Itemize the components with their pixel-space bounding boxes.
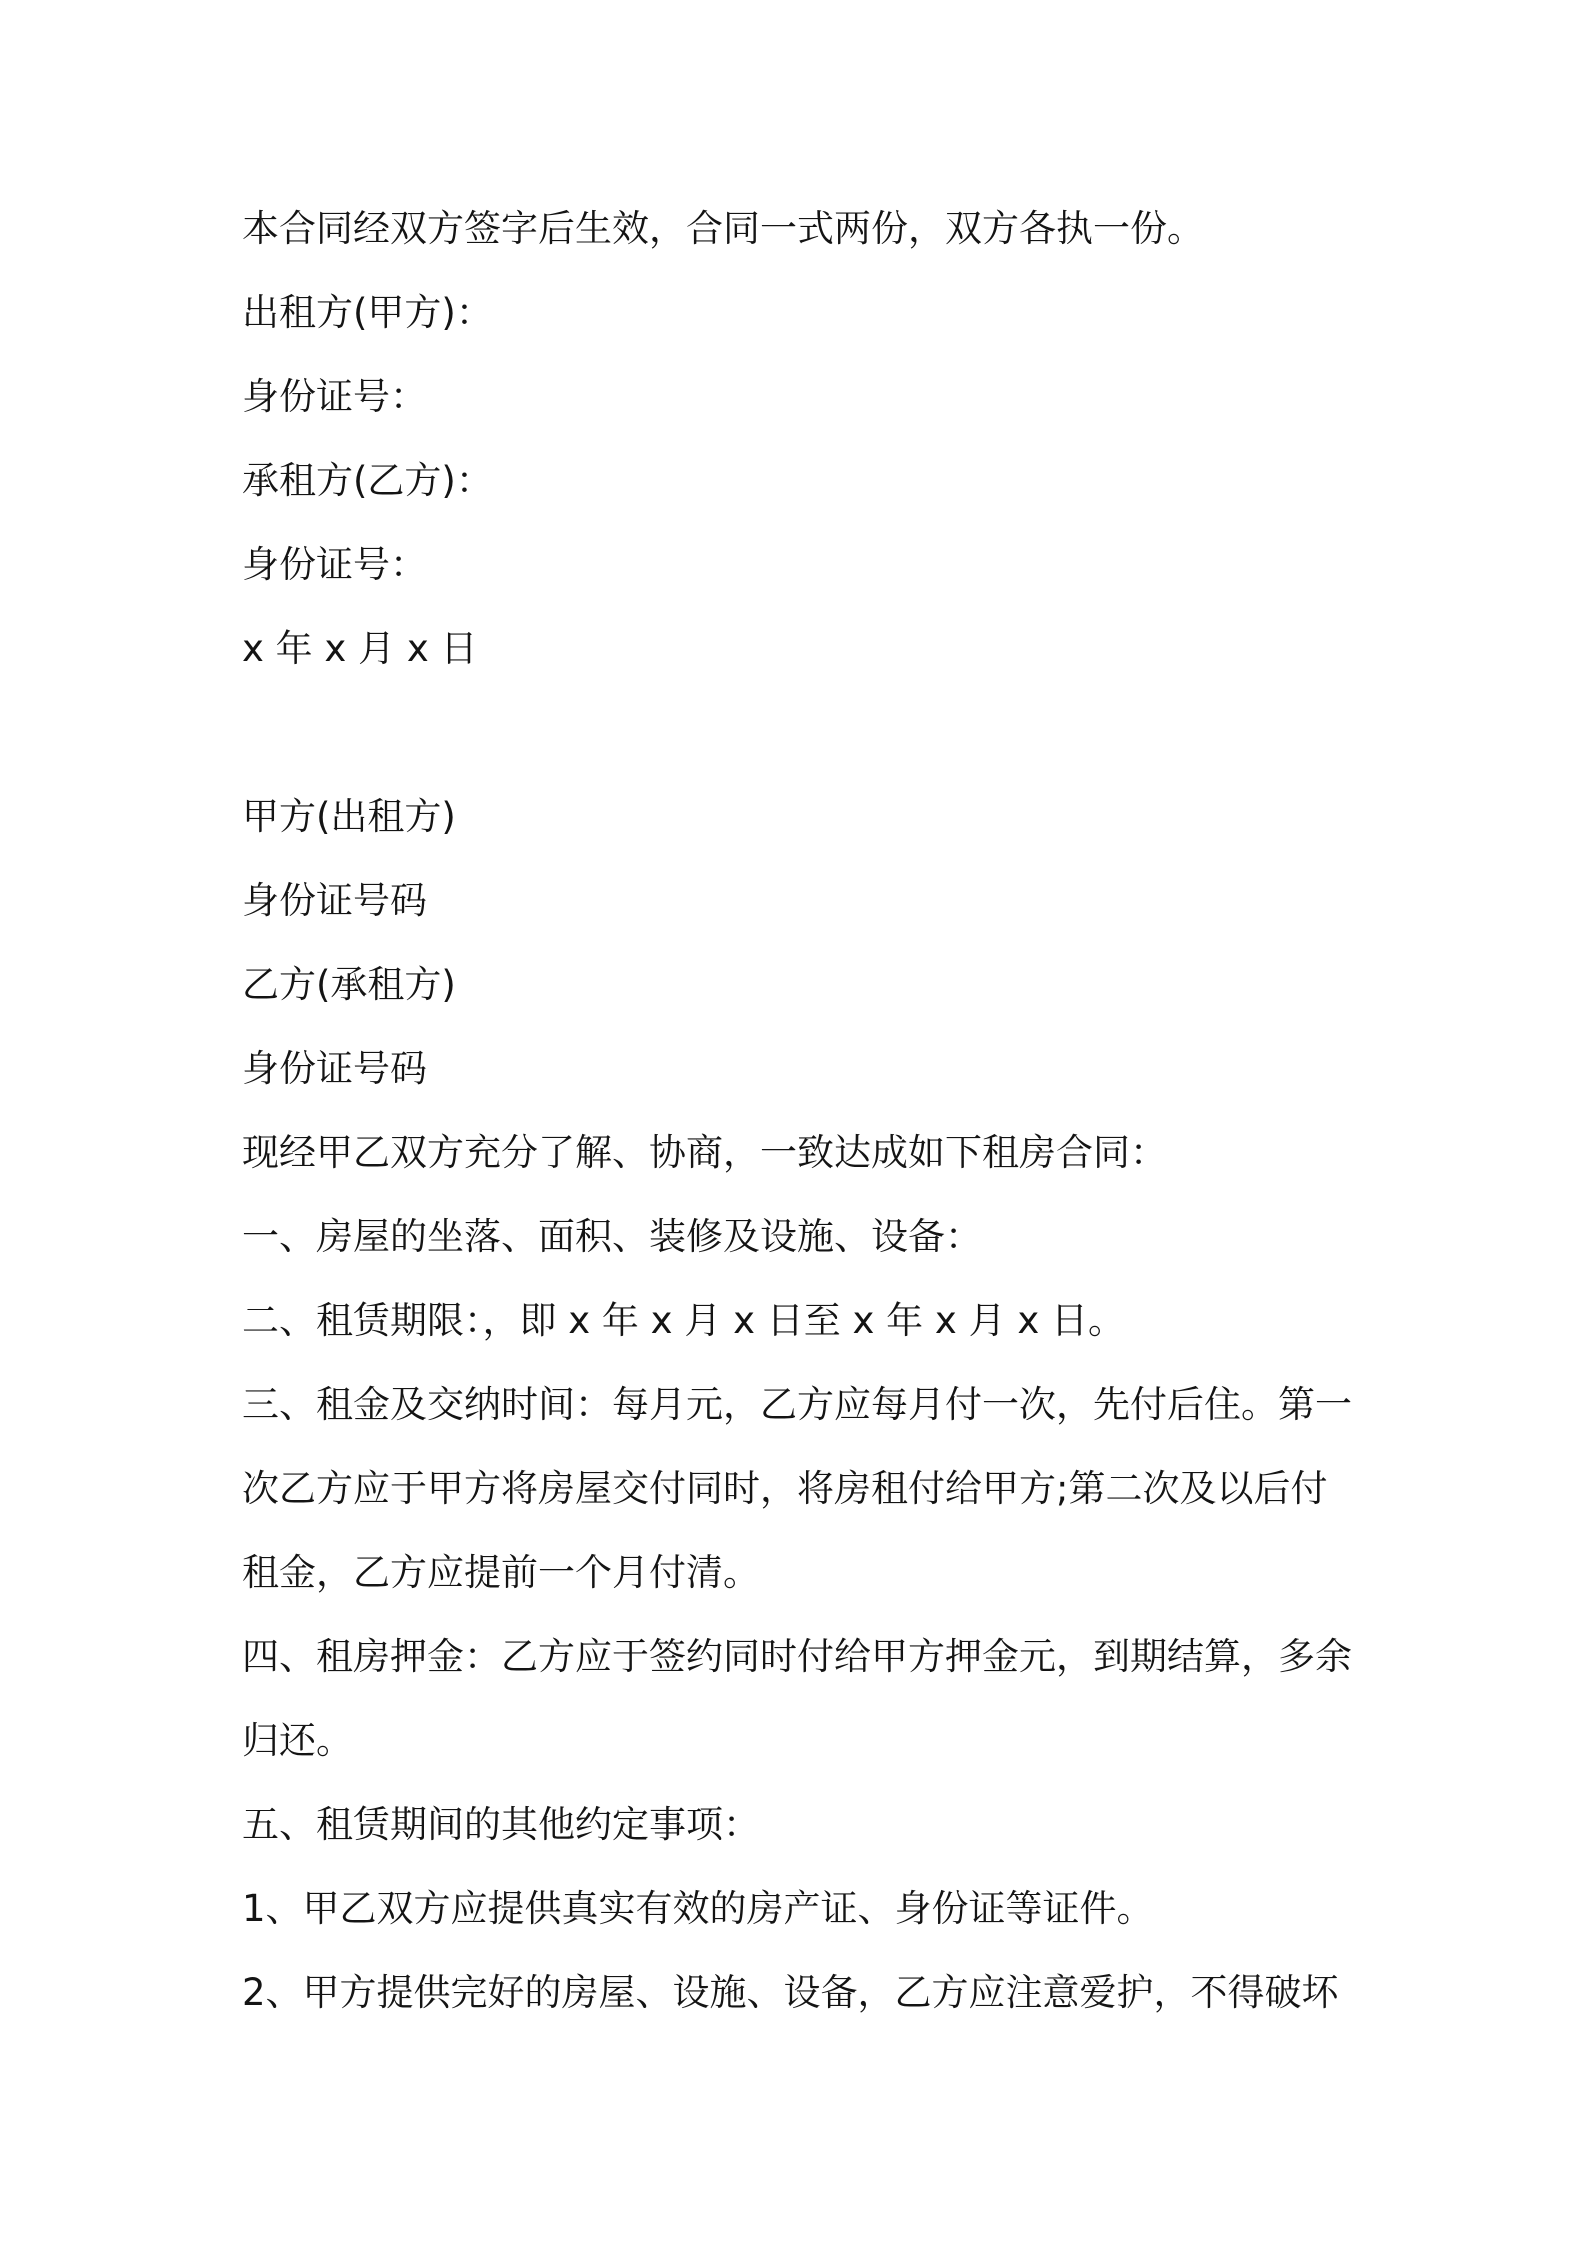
text-line-party-a: 甲方(出租方) (242, 795, 456, 838)
text-line-clause-4: 四、租房押金：乙方应于签约同时付给甲方押金元，到期结算，多余 (242, 1635, 1352, 1678)
text-line-clause-2: 二、租赁期限：，即 x 年 x 月 x 日至 x 年 x 月 x 日。 (242, 1299, 1126, 1342)
text-line-party-a-id: 身份证号码 (242, 879, 427, 922)
text-line-clause-5: 五、租赁期间的其他约定事项： (242, 1803, 760, 1846)
text-line-clause-3: 三、租金及交纳时间：每月元，乙方应每月付一次，先付后住。第一 (242, 1383, 1352, 1426)
text-line-intro: 现经甲乙双方充分了解、协商，一致达成如下租房合同： (242, 1131, 1167, 1174)
text-line-lessor-id: 身份证号： (242, 375, 427, 418)
text-line-party-b: 乙方(承租方) (242, 963, 456, 1006)
text-line-party-b-id: 身份证号码 (242, 1047, 427, 1090)
text-line-clause-3-cont: 次乙方应于甲方将房屋交付同时，将房租付给甲方;第二次及以后付 (242, 1467, 1328, 1510)
text-line-item-1: 1、甲乙双方应提供真实有效的房产证、身份证等证件。 (242, 1887, 1154, 1930)
text-line-lessor: 出租方(甲方)： (242, 291, 493, 334)
text-line-item-2: 2、甲方提供完好的房屋、设施、设备，乙方应注意爱护，不得破坏 (242, 1971, 1339, 2014)
text-line-clause-3-end: 租金，乙方应提前一个月付清。 (242, 1551, 760, 1594)
text-line-lessee: 承租方(乙方)： (242, 459, 493, 502)
text-line-date: x 年 x 月 x 日 (242, 627, 478, 670)
text-line-effect-clause: 本合同经双方签字后生效，合同一式两份，双方各执一份。 (242, 207, 1204, 250)
text-line-clause-4-end: 归还。 (242, 1719, 353, 1762)
text-line-lessee-id: 身份证号： (242, 543, 427, 586)
text-line-clause-1: 一、房屋的坐落、面积、装修及设施、设备： (242, 1215, 982, 1258)
